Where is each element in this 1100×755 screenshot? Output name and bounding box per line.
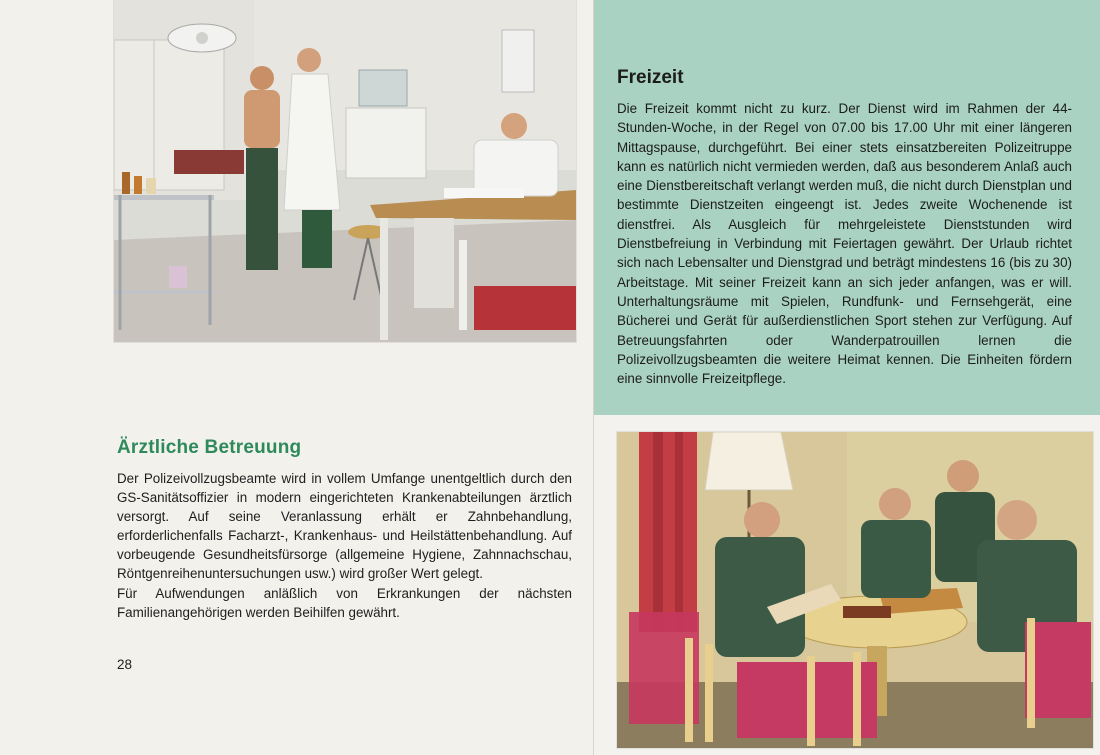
family-allowance-paragraph: Für Aufwendungen anläßlich von Erkrankungen der nächsten Familienangehörigen werden Beihilfen gewährt. [117, 585, 572, 620]
recreation-room-illustration [617, 432, 1093, 748]
recreation-room-chess-photo [617, 432, 1093, 748]
medical-examination-illustration [114, 0, 576, 342]
medical-care-body [117, 469, 572, 622]
leisure-paragraph: Die Freizeit kommt nicht zu kurz. Der Dienst wird im Rahmen der 44-Stunden-Woche, in der Regel von 07.00 bis 17.00 Uhr mit einer längeren Mittagspause, durchgeführt. Bei einer stets einsatzbereiten Polizeitruppe kann es natürlich nicht vermieden werden, daß aus besonderem Anlaß auch eine Dienstbereitschaft verlangt werden muß, die nicht durch Dienstplan und bestimmte Dienstzeiten eingeengt ist. Jedes zweite Wochenende ist dienstfrei. Als Ausgleich für mehrgeleistete Dienststunden wird Dienstbefreiung in Verbindung mit Feiertagen gewährt. Der Urlaub richtet sich nach Lebensalter und Dienstgrad und beträgt mindestens 16 (bis zu 30) Arbeitstage. Mit seiner Freizeit kann an sich jeder anfangen, was er will. Unterhaltungsräume mit Spielen, Rundfunk- und Fernsehgerät, eine Bücherei und Gerät für außerdienstlichen Sport stehen zur Verfügung. Auf Betreuungsfahrten oder Wanderpatrouillen lernen die Polizeivollzugsbeamten die weitere Heimat kennen. Die Einheiten fördern eine sinnvolle Freizeitpflege. [617, 101, 1072, 387]
leisure-body [617, 99, 1072, 388]
page-number: 28 [117, 657, 133, 672]
section-heading-medical-care: Ärztliche Betreuung [117, 437, 302, 458]
right-page [594, 0, 1100, 755]
medical-care-paragraph: Der Polizeivollzugsbeamte wird in vollem Umfange unentgeltlich durch den GS-Sanitätsoffizier in modern eingerichteten Krankenabteilungen ärztlich versorgt. Auf seine Veranlassung erhält er Zahnbehandlung, erforderlichenfalls Facharzt-, Krankenhaus- und Heilstättenbehandlung. Auf vorbeugende Gesundheitsfürsorge (allgemeine Hygiene, Zahnnachschau, Röntgenreihenuntersuchungen usw.) wird großer Wert gelegt. [117, 471, 572, 582]
section-heading-leisure: Freizeit [617, 67, 684, 88]
medical-examination-photo [114, 0, 576, 342]
